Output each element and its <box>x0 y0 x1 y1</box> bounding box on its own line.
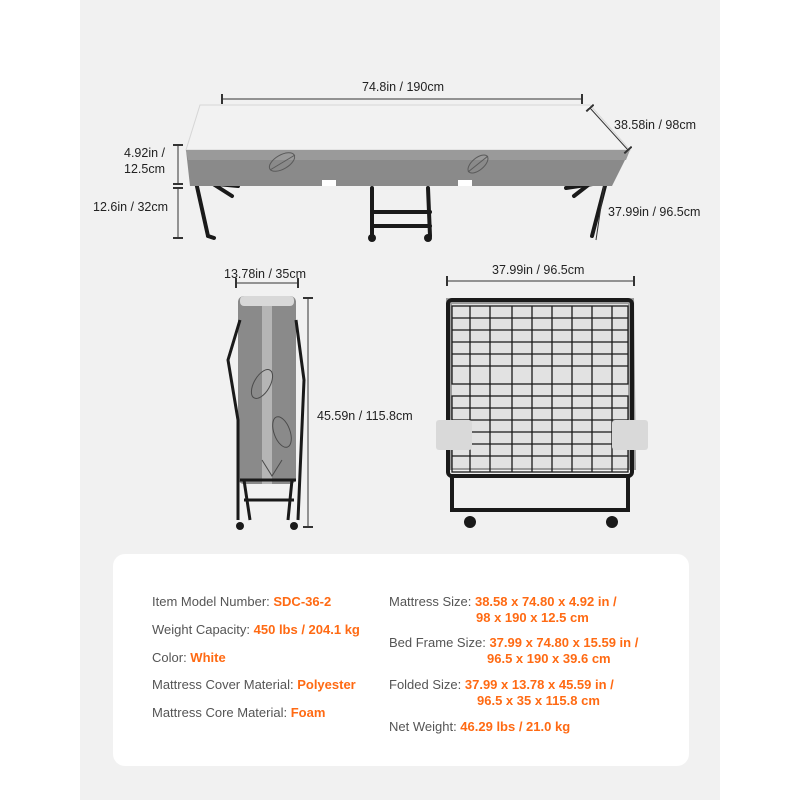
frame-height-label: 12.6in / 32cm <box>93 200 169 214</box>
left-handle-strap <box>436 420 472 450</box>
frame-width-side-label: 37.99in / 96.5cm <box>608 205 701 219</box>
caster-wheels <box>368 234 432 242</box>
spec-weight-capacity: Weight Capacity: 450 lbs / 204.1 kg <box>152 622 360 637</box>
spec-folded-size: Folded Size: 37.99 x 13.78 x 45.59 in / 96.5 x 35 x 115.8 cm <box>389 677 614 708</box>
folded-side-view-image <box>228 283 308 530</box>
folded-front-view-image <box>436 281 648 528</box>
spec-color: Color: White <box>152 650 226 665</box>
unfolded-bed-image <box>178 99 630 242</box>
spec-model-number: Item Model Number: SDC-36-2 <box>152 594 332 609</box>
right-handle-strap <box>612 420 648 450</box>
mattress-top <box>186 105 630 150</box>
spec-core-material: Mattress Core Material: Foam <box>152 705 326 720</box>
spec-cover-material: Mattress Cover Material: Polyester <box>152 677 356 692</box>
mattress-thickness-label-line1: 4.92in / <box>124 146 166 160</box>
folded-depth-label: 13.78in / 35cm <box>224 267 306 281</box>
folded-width-label: 37.99in / 96.5cm <box>492 263 585 277</box>
mattress-thickness-label-line2: 12.5cm <box>124 162 165 176</box>
spec-net-weight: Net Weight: 46.29 lbs / 21.0 kg <box>389 719 571 734</box>
length-dimension-label: 74.8in / 190cm <box>362 80 444 94</box>
folded-height-label: 45.59n / 115.8cm <box>317 409 413 423</box>
bed-frame-legs <box>196 182 606 238</box>
width-dimension-label: 38.58in / 98cm <box>614 118 696 132</box>
spec-mattress-size: Mattress Size: 38.58 x 74.80 x 4.92 in / 98 x 190 x 12.5 cm <box>389 594 617 625</box>
spec-bed-frame-size: Bed Frame Size: 37.99 x 74.80 x 15.59 in / 96.5 x 190 x 39.6 cm <box>389 635 639 666</box>
